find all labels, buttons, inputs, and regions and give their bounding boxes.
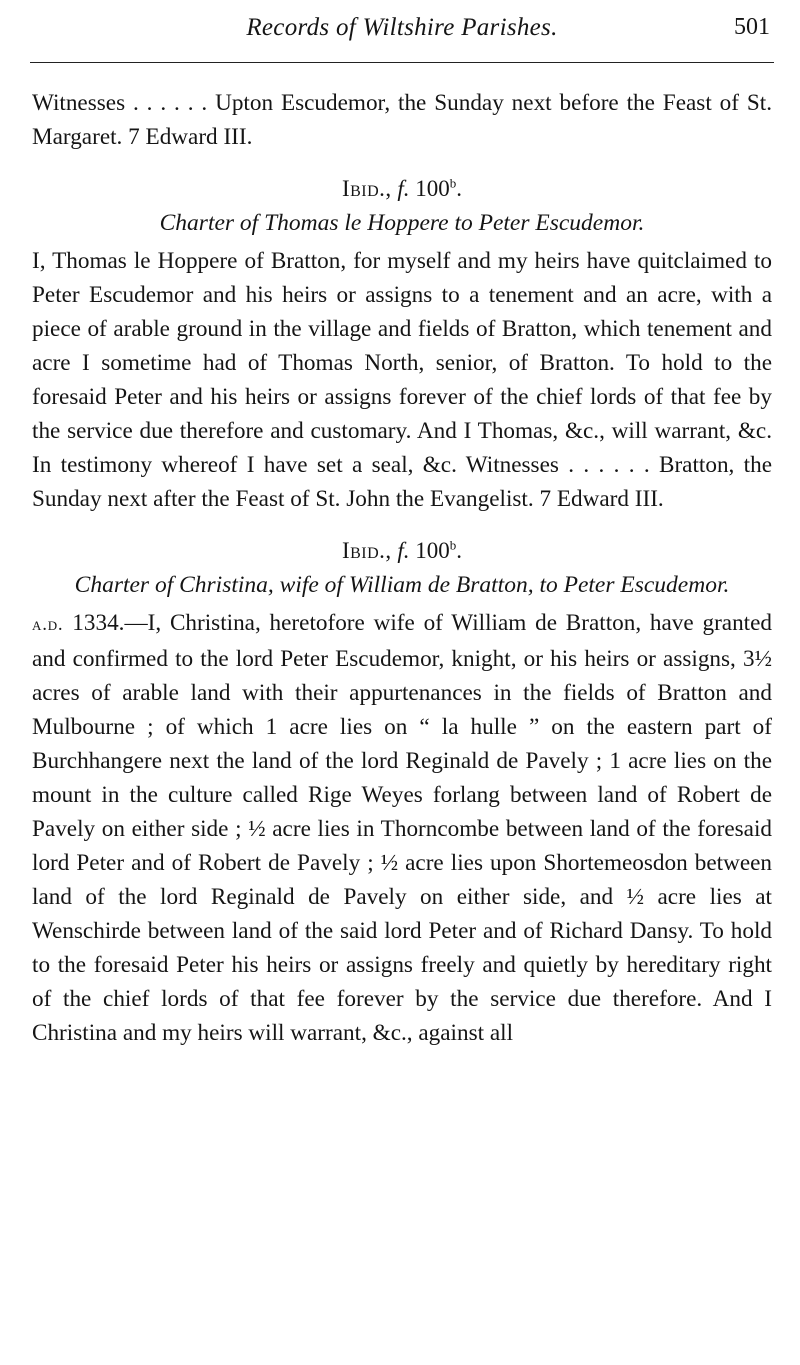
date-prefix: a.d. [32,614,64,635]
folio-superscript: b [449,537,457,553]
ibid-reference-1 [32,172,772,206]
page-body [32,86,772,1050]
running-head [32,14,772,54]
charter-text-2 [32,606,772,1050]
folio-superscript: b [449,175,457,191]
folio-f: f. [397,176,410,201]
page-number: 501 [734,14,770,40]
running-title: Records of Wiltshire Parishes. [246,14,558,41]
ibid-label: Ibid., [341,176,392,201]
ibid-reference-2 [32,534,772,568]
header-rule [30,62,774,63]
folio-f: f. [397,538,410,563]
charter-text-1: I, Thomas le Hoppere of Bratton, for myself and my heirs have quitclaimed to Peter Escudemor and his heirs or assigns to a tenement and an acre, with a piece of arable ground in the village and fields of Bratton, which tenement and acre I sometime had of Thomas North, senior, of Bratton. To hold to the foresaid Peter and his heirs or assigns forever of the chief lords of that fee by the service due therefore and customary. And I Thomas, &c., will warrant, &c. In testimony whereof I have set a seal, &c. Witnesses . . . . . . Bratton, the Sunday next after the Feast of St. John the Evangelist. 7 Edward III. [32,248,772,512]
charter-title-1: Charter of Thomas le Hoppere to Peter Escudemor. [159,210,645,236]
charter-text-2-body: 1334.—I, Christina, heretofore wife of William de Bratton, have granted and confirmed to the lord Peter Escudemor, knight, or his heirs or assigns, 3½ acres of arable land with their appurtenances in the fields of Bratton and Mulbourne ; of which 1 acre lies on “ la hulle ” on the eastern part of Burchhangere next the land of the lord Reginald de Pavely ; 1 acre lies on the mount in the culture called Rige Weyes forlang between land of Robert de Pavely on either side ; ½ acre lies in Thorncombe between land of the foresaid lord Peter and of Robert de Pavely ; ½ acre lies upon Shortemeosdon between land of the lord Reginald de Pavely on either side, and ½ acre lies at Wenschirde between land of the said lord Peter and of Richard Dansy. To hold to the foresaid Peter his heirs or assigns freely and quietly by hereditary right of the chief lords of that fee forever by the service due therefore. And I Christina and my heirs will warrant, &c., against all [32,610,773,1046]
opening-paragraph: Witnesses . . . . . . Upton Escudemor, the Sunday next before the Feast of St. Margaret. 7 Edward III. [32,90,772,150]
folio-number: 100 [415,538,450,563]
folio-number: 100 [415,176,450,201]
ibid-label: Ibid., [341,538,392,563]
charter-title-2: Charter of Christina, wife of William de Bratton, to Peter Escudemor. [74,572,730,598]
folio-period: . [456,176,463,201]
folio-period: . [456,538,463,563]
